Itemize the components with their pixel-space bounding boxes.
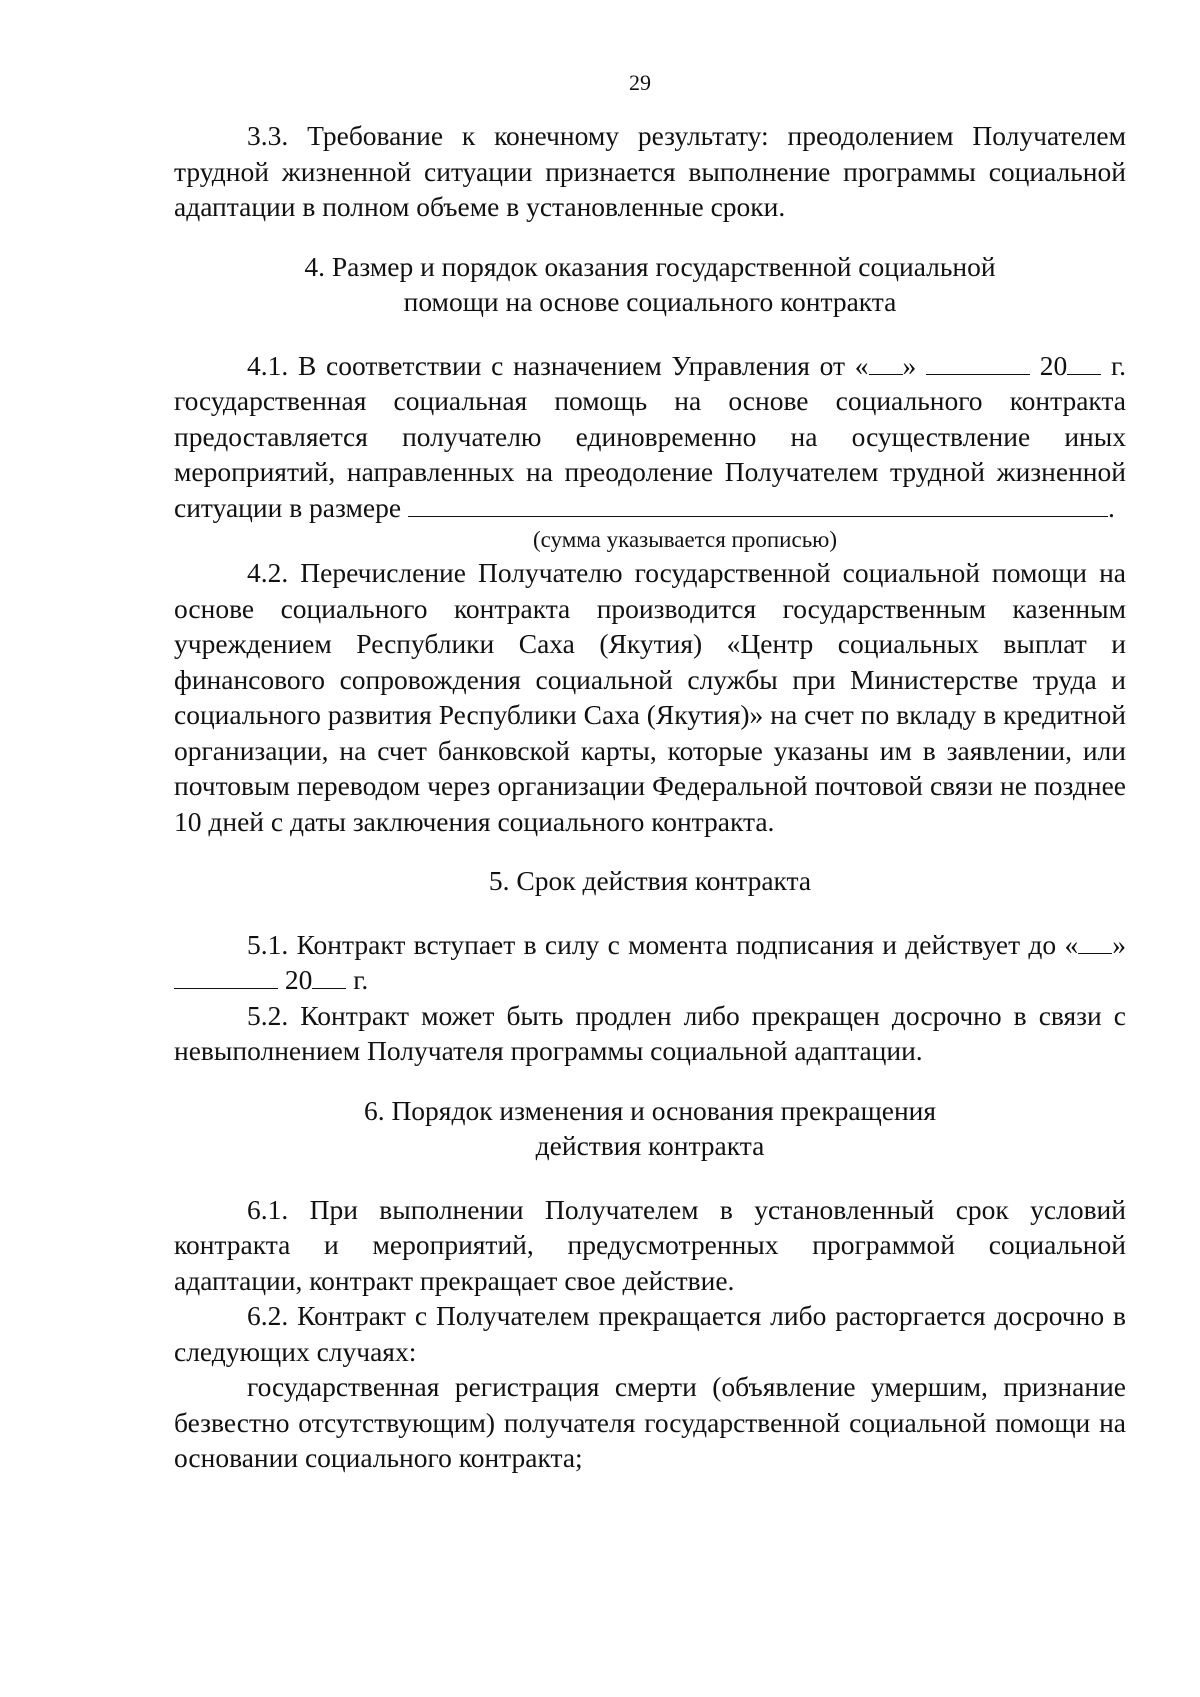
paragraph-4-1-text-d: г. государственная социальная помощь на основе социального контракта предоставляется получателю единовременно на осуществление иных мероприятий, направленных на преодоление Получателем трудной жизненной ситуации в размере [174,349,1127,523]
document-body [174,118,1126,1476]
paragraph-3-3: 3.3. Требование к конечному результату: преодолением Получателем трудной жизненной ситуации признается выполнение программы социальной адаптации в полном объеме в установленные сроки. [174,120,1126,222]
section-4-heading-line-1: 4. Размер и порядок оказания государственной социальной [304,250,996,282]
day-blank [869,348,903,375]
year-blank [1067,348,1101,375]
month-blank [926,348,1030,375]
month-blank [174,962,278,989]
paragraph-4-1-text-a: 4.1. В соответствии с назначением Управления от « [247,349,869,381]
paragraph-6-1: 6.1. При выполнении Получателем в установленный срок условий контракта и мероприятий, предусмотренных программой социальной адаптации, контракт прекращает свое действие. [174,1193,1126,1296]
paragraph-5-1-text-c: 20 [278,964,313,995]
paragraph-4-1-text-c: 20 [1029,349,1068,381]
sum-blank [408,490,1108,517]
section-6-heading-line-2: действия контракта [535,1130,765,1161]
paragraph-5-1-text-d: г. [346,964,369,995]
section-4-heading [174,249,1126,320]
paragraph-5-1-text-b: » [1112,928,1126,960]
paragraph-6-2-item-1: государственная регистрация смерти (объявление умершим, признание безвестно отсутствующим) получателя государственной социальной помощи на основании социального контракта; [174,1371,1126,1473]
paragraph-6-2: 6.2. Контракт с Получателем прекращается либо расторгается досрочно в следующих случаях: [174,1300,1126,1367]
paragraph-4-2: 4.2. Перечисление Получателю государственной социальной помощи на основе социального контракта производится государственным казенным учреждением Республики Саха (Якутия) «Центр социальных выплат и финансового сопровождения социальной службы при Министерстве труда и социального развития Республики Саха (Якутия)» на счет по вкладу в кредитной организации, на счет банковской карты, которые указаны им в заявлении, или почтовым переводом через организации Федеральной почтовой связи не позднее 10 дней с даты заключения социального контракта. [174,557,1126,837]
sum-note: (сумма указывается прописью) [532,527,838,552]
page-number: 29 [629,70,651,95]
section-4-heading-line-2: помощи на основе социального контракта [403,286,897,317]
paragraph-4-1-text-e: . [1107,491,1115,523]
year-blank [312,962,346,989]
day-blank [1078,927,1112,954]
paragraph-5-2: 5.2. Контракт может быть продлен либо прекращен досрочно в связи с невыполнением Получателя программы социальной адаптации. [174,999,1126,1066]
section-6-heading-line-1: 6. Порядок изменения и основания прекращения [363,1094,937,1126]
paragraph-4-1 [174,348,1126,526]
paragraph-5-1-text-a: 5.1. Контракт вступает в силу с момента подписания и действует до « [247,928,1079,960]
section-6-heading [174,1093,1126,1164]
paragraph-5-1 [174,927,1126,998]
section-5-heading: 5. Срок действия контракта [488,865,812,896]
paragraph-4-1-text-b: » [902,349,926,381]
